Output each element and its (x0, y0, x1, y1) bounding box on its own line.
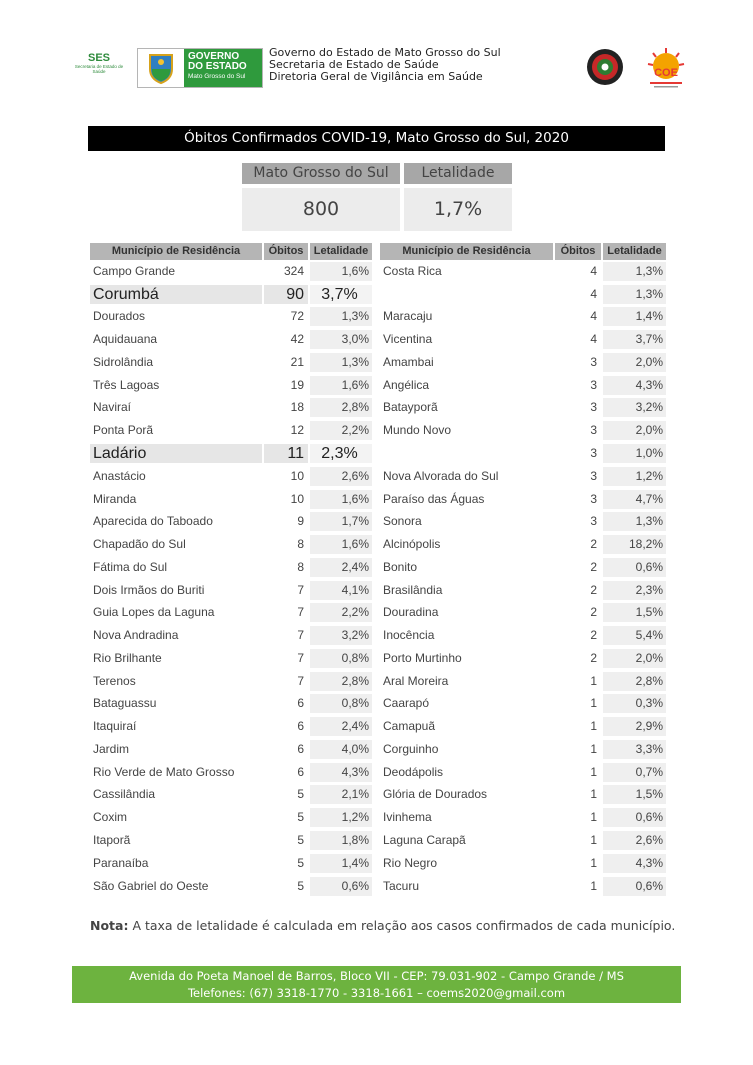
municipio-cell: Nova Alvorada do Sul (383, 468, 499, 483)
obitos-cell: 4 (590, 263, 597, 278)
municipio-cell: Angélica (383, 377, 430, 392)
letalidade-cell: 1,4% (603, 307, 666, 326)
obitos-cell: 4 (590, 309, 597, 324)
page-footer (72, 966, 681, 1003)
obitos-cell: 7 (297, 605, 304, 620)
obitos-cell: 6 (297, 696, 304, 711)
table-row (90, 306, 374, 329)
right-deaths-table (380, 243, 668, 897)
obitos-cell: 5 (297, 833, 304, 848)
letalidade-cell: 0,6% (603, 808, 666, 827)
obitos-cell: 12 (290, 423, 304, 438)
municipio-cell: Campo Grande (93, 263, 176, 278)
letalidade-cell: 0,8% (310, 649, 372, 668)
obitos-cell: 2 (590, 605, 597, 620)
org-line-3: Diretoria Geral de Vigilância em Saúde (269, 70, 483, 83)
letalidade-cell: 1,3% (310, 353, 372, 372)
obitos-cell: 19 (290, 377, 304, 392)
ses-logo-subtitle: Secretaria de Estado de Saúde (74, 64, 124, 74)
summary-state-label: Mato Grosso do Sul (242, 163, 400, 184)
letalidade-cell: 0,3% (603, 694, 666, 713)
table-header-row (90, 243, 374, 260)
municipio-cell: Aral Moreira (383, 673, 449, 688)
letalidade-cell: 2,2% (310, 421, 372, 440)
municipio-cell: Brasilândia (383, 582, 443, 597)
municipio-cell: Caarapó (383, 696, 430, 711)
letalidade-cell: 0,8% (310, 694, 372, 713)
table-row (90, 397, 374, 420)
municipio-cell: Fátima do Sul (93, 559, 168, 574)
obitos-cell: 5 (297, 787, 304, 802)
municipio-cell: Bonito (383, 559, 418, 574)
summary-state-value: 800 (242, 188, 400, 231)
obitos-cell: 5 (297, 855, 304, 870)
municipio-cell: Porto Murtinho (383, 650, 462, 665)
table-row (90, 761, 374, 784)
obitos-cell: 324 (283, 263, 304, 278)
ses-logo-word: SES (87, 52, 110, 64)
municipio-cell: Amambai (383, 354, 434, 369)
letalidade-cell: 1,5% (603, 603, 666, 622)
letalidade-cell: 3,7% (310, 285, 372, 304)
table-row (380, 647, 668, 670)
letalidade-cell: 1,6% (310, 490, 372, 509)
obitos-cell: 2 (590, 559, 597, 574)
vigilance-seal-icon (586, 48, 624, 86)
table-row (380, 601, 668, 624)
obitos-cell: 1 (590, 810, 597, 825)
letalidade-cell: 2,0% (603, 353, 666, 372)
municipio-cell: Batayporã (383, 400, 438, 415)
municipio-cell (380, 285, 553, 304)
table-row (380, 351, 668, 374)
table-row (380, 556, 668, 579)
obitos-cell: 1 (590, 878, 597, 893)
left-deaths-table (90, 243, 374, 897)
letalidade-cell: 2,6% (310, 467, 372, 486)
letalidade-cell: 2,9% (603, 717, 666, 736)
obitos-cell: 3 (590, 423, 597, 438)
obitos-cell: 10 (290, 491, 304, 506)
table-row (90, 784, 374, 807)
municipio-cell: Alcinópolis (383, 537, 441, 552)
table-row (90, 328, 374, 351)
table-row (90, 374, 374, 397)
letalidade-cell: 5,4% (603, 626, 666, 645)
table-row (380, 579, 668, 602)
letalidade-cell: 4,7% (603, 490, 666, 509)
table-row (380, 670, 668, 693)
municipio-cell: Vicentina (383, 332, 433, 347)
table-row (380, 784, 668, 807)
municipio-cell: Deodápolis (383, 764, 444, 779)
obitos-cell: 90 (264, 285, 308, 304)
letalidade-cell: 3,0% (310, 330, 372, 349)
letalidade-cell: 1,3% (603, 262, 666, 281)
table-row (90, 670, 374, 693)
obitos-cell: 3 (590, 514, 597, 529)
municipio-cell: Terenos (93, 673, 136, 688)
government-badge (137, 48, 263, 88)
obitos-cell: 1 (590, 696, 597, 711)
table-row (380, 442, 668, 465)
obitos-cell: 8 (297, 537, 304, 552)
table-row (90, 875, 374, 898)
table-row (380, 260, 668, 283)
municipio-cell: Douradina (383, 605, 439, 620)
letalidade-cell: 2,6% (603, 831, 666, 850)
table-row (380, 875, 668, 898)
page-header (0, 44, 753, 94)
obitos-cell: 7 (297, 582, 304, 597)
obitos-cell: 11 (264, 444, 308, 463)
lethality-note (90, 918, 675, 933)
municipio-cell: Aparecida do Taboado (93, 514, 213, 529)
obitos-cell: 6 (297, 764, 304, 779)
table-row (90, 806, 374, 829)
table-row (380, 510, 668, 533)
table-row (90, 829, 374, 852)
table-row (90, 579, 374, 602)
letalidade-cell: 2,2% (310, 603, 372, 622)
letalidade-cell: 2,4% (310, 717, 372, 736)
state-crest-icon (138, 49, 184, 87)
municipio-cell: Maracaju (383, 309, 433, 324)
table-row (380, 624, 668, 647)
letalidade-cell: 4,3% (310, 763, 372, 782)
table-row (380, 397, 668, 420)
letalidade-cell: 1,7% (310, 512, 372, 531)
coe-logo-text: COE (654, 67, 678, 79)
letalidade-cell: 1,3% (603, 285, 666, 304)
letalidade-cell: 3,7% (603, 330, 666, 349)
municipio-cell: Ivinhema (383, 810, 432, 825)
column-header-letalidade: Letalidade (603, 243, 666, 260)
municipio-cell: Chapadão do Sul (93, 537, 186, 552)
obitos-cell: 3 (590, 468, 597, 483)
letalidade-cell: 18,2% (603, 535, 666, 554)
table-row (380, 465, 668, 488)
obitos-cell: 1 (590, 741, 597, 756)
letalidade-cell: 1,6% (310, 262, 372, 281)
obitos-cell: 3 (590, 446, 597, 460)
table-row (380, 693, 668, 716)
gov-line-2: DO ESTADO (188, 61, 247, 72)
column-header-municipio: Município de Residência (380, 243, 553, 260)
letalidade-cell: 4,0% (310, 740, 372, 759)
obitos-cell: 1 (590, 855, 597, 870)
municipio-cell: Tacuru (383, 878, 420, 893)
obitos-cell: 6 (297, 719, 304, 734)
letalidade-cell: 3,2% (603, 398, 666, 417)
letalidade-cell: 2,4% (310, 558, 372, 577)
municipio-cell: Dois Irmãos do Buriti (93, 582, 205, 597)
letalidade-cell: 0,6% (310, 877, 372, 896)
municipio-cell: Sidrolândia (93, 354, 154, 369)
letalidade-cell: 0,6% (603, 558, 666, 577)
obitos-cell: 2 (590, 628, 597, 643)
table-row (90, 601, 374, 624)
letalidade-cell: 2,8% (603, 672, 666, 691)
table-row (90, 693, 374, 716)
left-table-body (90, 260, 374, 897)
municipio-cell: Três Lagoas (93, 377, 160, 392)
table-row (380, 374, 668, 397)
letalidade-cell: 4,3% (603, 854, 666, 873)
footer-address: Avenida do Poeta Manoel de Barros, Bloco VII - CEP: 79.031-902 - Campo Grande / MS (129, 969, 624, 983)
table-row (380, 419, 668, 442)
obitos-cell: 10 (290, 468, 304, 483)
municipio-cell: Sonora (383, 514, 422, 529)
table-row (380, 488, 668, 511)
letalidade-cell: 1,2% (310, 808, 372, 827)
municipio-cell: Rio Negro (383, 855, 438, 870)
obitos-cell: 3 (590, 491, 597, 506)
municipio-cell: Jardim (93, 741, 130, 756)
table-row (90, 442, 374, 465)
municipio-cell: Inocência (383, 628, 435, 643)
obitos-cell: 1 (590, 833, 597, 848)
note-text: A taxa de letalidade é calculada em relação aos casos confirmados de cada município. (128, 918, 676, 933)
footer-contacts: Telefones: (67) 3318-1770 - 3318-1661 – coems2020@gmail.com (187, 986, 566, 1000)
obitos-cell: 7 (297, 628, 304, 643)
organization-lines (269, 47, 501, 83)
municipio-cell: Guia Lopes da Laguna (93, 605, 215, 620)
summary-lethality-label: Letalidade (404, 163, 512, 184)
municipio-cell: Aquidauana (93, 332, 158, 347)
obitos-cell: 4 (590, 332, 597, 347)
obitos-cell: 42 (290, 332, 304, 347)
coe-logo-icon (644, 46, 688, 92)
municipio-cell: Rio Brilhante (93, 650, 162, 665)
table-row (90, 556, 374, 579)
table-row (90, 260, 374, 283)
table-header-row (380, 243, 668, 260)
letalidade-cell: 0,7% (603, 763, 666, 782)
table-row (90, 419, 374, 442)
obitos-cell: 18 (290, 400, 304, 415)
letalidade-cell: 2,0% (603, 649, 666, 668)
municipio-cell: Cassilândia (93, 787, 156, 802)
table-row (380, 829, 668, 852)
obitos-cell: 2 (590, 650, 597, 665)
obitos-cell: 3 (590, 377, 597, 392)
summary-lethality-value: 1,7% (404, 188, 512, 231)
municipio-cell: Camapuã (383, 719, 436, 734)
municipio-cell: Bataguassu (93, 696, 157, 711)
table-row (380, 283, 668, 306)
municipio-cell: Itaquiraí (93, 719, 137, 734)
table-row (90, 738, 374, 761)
right-table-body (380, 260, 668, 897)
table-row (380, 852, 668, 875)
letalidade-cell: 2,8% (310, 398, 372, 417)
municipio-cell: Dourados (93, 309, 146, 324)
obitos-cell: 21 (290, 354, 304, 369)
obitos-cell: 2 (590, 582, 597, 597)
letalidade-cell: 1,0% (603, 444, 666, 463)
column-header-obitos: Óbitos (555, 243, 601, 260)
municipio-cell: Paraíso das Águas (383, 491, 485, 506)
obitos-cell: 7 (297, 650, 304, 665)
letalidade-cell: 1,6% (310, 376, 372, 395)
letalidade-cell: 3,3% (603, 740, 666, 759)
obitos-cell: 1 (590, 787, 597, 802)
letalidade-cell: 0,6% (603, 877, 666, 896)
table-row (90, 283, 374, 306)
municipio-cell: Glória de Dourados (383, 787, 488, 802)
municipio-cell: Naviraí (93, 400, 132, 415)
letalidade-cell: 1,6% (310, 535, 372, 554)
obitos-cell: 72 (290, 309, 304, 324)
column-header-letalidade: Letalidade (310, 243, 372, 260)
government-badge-text (184, 49, 262, 87)
letalidade-cell: 2,3% (310, 444, 372, 463)
letalidade-cell: 1,3% (310, 307, 372, 326)
letalidade-cell: 1,3% (603, 512, 666, 531)
note-label: Nota: (90, 918, 129, 933)
municipio-cell: Ponta Porã (93, 423, 154, 438)
table-row (90, 647, 374, 670)
table-row (380, 715, 668, 738)
table-row (380, 806, 668, 829)
letalidade-cell: 4,3% (603, 376, 666, 395)
municipio-cell: Itaporã (93, 833, 131, 848)
letalidade-cell: 1,4% (310, 854, 372, 873)
letalidade-cell: 1,8% (310, 831, 372, 850)
table-row (380, 306, 668, 329)
letalidade-cell: 2,8% (310, 672, 372, 691)
municipio-cell: Corumbá (90, 285, 262, 304)
obitos-cell: 9 (297, 514, 304, 529)
obitos-cell: 1 (590, 719, 597, 734)
table-row (90, 488, 374, 511)
ses-logo (74, 52, 124, 74)
column-header-municipio: Município de Residência (90, 243, 262, 260)
municipio-cell: Laguna Carapã (383, 833, 466, 848)
obitos-cell: 7 (297, 673, 304, 688)
obitos-cell: 1 (590, 764, 597, 779)
obitos-cell: 4 (590, 286, 597, 301)
municipio-cell: Paranaíba (93, 855, 149, 870)
table-row (90, 533, 374, 556)
obitos-cell: 3 (590, 400, 597, 415)
report-title: Óbitos Confirmados COVID-19, Mato Grosso do Sul, 2020 (88, 126, 665, 151)
municipio-cell: Costa Rica (383, 263, 442, 278)
obitos-cell: 6 (297, 741, 304, 756)
municipio-cell: Anastácio (93, 468, 146, 483)
municipio-cell: Miranda (93, 491, 137, 506)
letalidade-cell: 4,1% (310, 581, 372, 600)
table-row (90, 715, 374, 738)
municipio-cell (380, 444, 553, 463)
letalidade-cell: 1,2% (603, 467, 666, 486)
column-header-obitos: Óbitos (264, 243, 308, 260)
municipio-cell: Rio Verde de Mato Grosso (93, 764, 235, 779)
table-row (90, 351, 374, 374)
letalidade-cell: 2,0% (603, 421, 666, 440)
obitos-cell: 1 (590, 673, 597, 688)
table-row (380, 533, 668, 556)
org-line-2: Secretaria de Estado de Saúde (269, 58, 439, 71)
table-row (90, 624, 374, 647)
municipio-cell: Ladário (90, 444, 262, 463)
obitos-cell: 5 (297, 878, 304, 893)
municipio-cell: São Gabriel do Oeste (93, 878, 209, 893)
gov-line-3: Mato Grosso do Sul (188, 73, 246, 80)
letalidade-cell: 2,3% (603, 581, 666, 600)
obitos-cell: 8 (297, 559, 304, 574)
table-row (90, 465, 374, 488)
org-line-1: Governo do Estado de Mato Grosso do Sul (269, 46, 501, 59)
table-row (380, 738, 668, 761)
obitos-cell: 5 (297, 810, 304, 825)
letalidade-cell: 2,1% (310, 785, 372, 804)
letalidade-cell: 3,2% (310, 626, 372, 645)
gov-line-1: GOVERNO (188, 51, 240, 62)
municipio-cell: Corguinho (383, 741, 439, 756)
table-row (380, 328, 668, 351)
table-row (380, 761, 668, 784)
table-row (90, 510, 374, 533)
letalidade-cell: 1,5% (603, 785, 666, 804)
municipio-cell: Nova Andradina (93, 628, 179, 643)
municipio-cell: Mundo Novo (383, 423, 452, 438)
municipio-cell: Coxim (93, 810, 128, 825)
obitos-cell: 3 (590, 354, 597, 369)
table-row (90, 852, 374, 875)
obitos-cell: 2 (590, 537, 597, 552)
